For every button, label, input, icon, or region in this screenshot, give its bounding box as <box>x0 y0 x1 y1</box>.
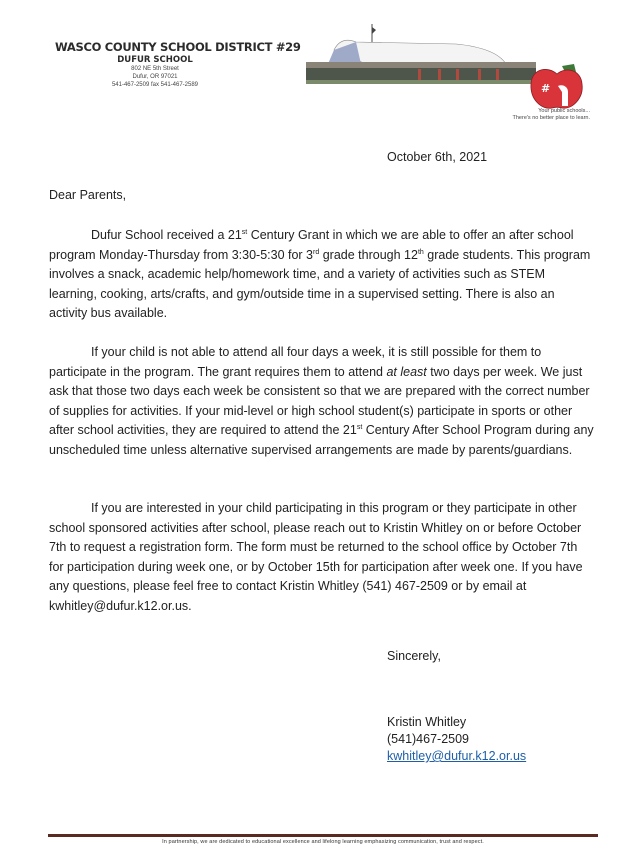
p1-text-a: Dufur School received a 21 <box>91 228 242 242</box>
school-building-image <box>306 24 536 84</box>
district-name: WASCO COUNTY SCHOOL DISTRICT #29 <box>55 40 301 54</box>
ordinal-suffix: st <box>241 229 248 236</box>
closing: Sincerely, <box>387 649 441 663</box>
ordinal-suffix: th <box>417 248 424 256</box>
ordinal-suffix: st <box>356 424 363 431</box>
letter-date: October 6th, 2021 <box>387 150 488 164</box>
paragraph-program-overview <box>49 226 594 324</box>
p1-text-c: grade through 12 <box>319 247 418 262</box>
paragraph-attendance <box>49 343 594 460</box>
p1-text-b: Century Grant in which we are able to offer an after school program Monday-Thursday from 3:30-5:30 for 3 <box>49 228 574 262</box>
apple-logo-icon <box>528 62 586 112</box>
p1-text-d: grade students. This program involves a snack, academic help/homework time, and a variety of activities such as STEM learning, cooking, arts/crafts, and gym/outside time in a supervised setting. There is also an activity bus available. <box>49 247 591 320</box>
phone-fax: 541-467-2509 fax 541-467-2589 <box>111 82 199 88</box>
letterhead-address-block <box>55 40 301 89</box>
signer-email-link[interactable]: kwhitley@dufur.k12.or.us <box>387 749 527 763</box>
city-state-zip: Dufur, OR 97021 <box>132 74 178 80</box>
tagline-line-2: There's no better place to learn. <box>512 115 590 121</box>
street-address: 802 NE 5th Street <box>131 66 179 72</box>
district-tagline <box>470 108 590 122</box>
emphasis-at-least: at least <box>386 364 427 379</box>
signer-name: Kristin Whitley <box>387 715 467 729</box>
school-name: DUFUR SCHOOL <box>117 55 193 65</box>
p2-text-b: two days per week. We just ask that those two days each week be consistent so that we are prepared with the correct number of supplies for activities. If your mid-level or high school student(s) participate in sports or other after school activities, they are required to attend the 21 <box>49 364 590 437</box>
tagline-line-1: Your public schools... <box>538 108 590 114</box>
p2-text-c: Century After School Program during any unscheduled time unless alternative supervised arrangements are made by parents/guardians. <box>49 423 594 457</box>
ordinal-suffix: rd <box>313 248 320 256</box>
salutation: Dear Parents, <box>49 188 127 202</box>
footer-divider <box>48 834 598 837</box>
signer-phone: (541)467-2509 <box>387 732 470 746</box>
svg-text:#: # <box>541 82 551 95</box>
p2-text-a: If your child is not able to attend all four days a week, it is still possible for them to participate in the program. The grant requires them to attend <box>49 345 542 379</box>
paragraph-registration: If you are interested in your child participating in this program or they participate in other school sponsored activities after school, please reach out to Kristin Whitley on or before October 7th to request a registration form. The form must be returned to the school office by October 7th for participation during week one, or by October 15th for participation after week one. If you have any questions, please feel free to contact Kristin Whitley (541) 467-2509 or by email at kwhitley@dufur.k12.or.us. <box>49 501 583 613</box>
signature-block <box>387 714 526 765</box>
footer-mission-statement: In partnership, we are dedicated to educational excellence and lifelong learning emphasizing communication, trust and respect. <box>162 839 484 845</box>
